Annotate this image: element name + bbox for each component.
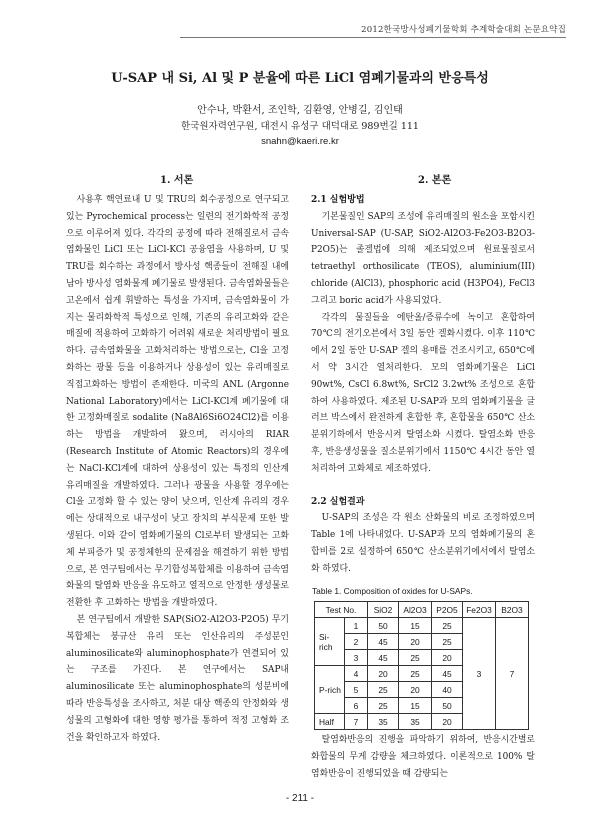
table-cell: 1: [345, 618, 368, 634]
spacer: [311, 478, 535, 494]
intro-paragraph-2: 본 연구팀에서 개발한 SAP(SiO2-Al2O3-P2O5) 무기복합체는 붕규산 유리 또는 인산유리의 주성분인 aluminosilicate와 aluminophosphate가 연결되어 있는 구조를 가진다. 본 연구에서는 SAP내 aluminosilicate 또는 aluminophosphate의 성분비에 따라 반응특성을 조사하고, 처분 대상 핵종의 안정화와 생성물의 고형화에 대한 영향 평가를 통하여 적정 고형화 조건을 확인하고자 하였다.: [66, 614, 289, 743]
right-column: [311, 192, 535, 578]
section-heading-main: 2. 본론: [418, 175, 452, 186]
table-cell: 25: [432, 618, 463, 634]
table-cell: 25: [399, 650, 432, 666]
table-caption: Table 1. Composition of oxides for U-SAPs.: [312, 586, 473, 596]
method-paragraph-1: 기본물질인 SAP의 조성에 유리매질의 원소을 포함시킨 Universal-SAP (U-SAP, SiO2-Al2O3-Fe2O3-B2O3-P2O5)는 졸겔법에 의해 제조되었으며 원료물질로서 tetraethyl orthosilicate (TEOS), aluminium(III) chloride (AlCl3), phosphoric acid (H3PO4), FeCl3 그리고 boric acid가 사용되었다.: [311, 211, 535, 306]
table-cell: 20: [432, 650, 463, 666]
table-cell: 40: [432, 682, 463, 698]
table-cell: 50: [432, 698, 463, 714]
group-label: P-rich: [315, 666, 345, 714]
table-cell: 4: [345, 666, 368, 682]
table-cell: 20: [399, 682, 432, 698]
subsection-heading-method: 2.1 실험방법: [311, 195, 365, 205]
table-cell: 25: [368, 698, 399, 714]
group-label: Half: [315, 714, 345, 730]
table-header-cell: P2O5: [432, 602, 463, 618]
table-cell: 3: [345, 650, 368, 666]
table-cell: 45: [432, 666, 463, 682]
affiliation: 한국원자력연구원, 대전시 유성구 대덕대로 989번길 111: [181, 121, 419, 132]
results-paragraph: U-SAP의 조성은 각 원소 산화물의 비로 조정하였으며 Table 1에 나타내었다. U-SAP과 모의 염화폐기물의 혼합비를 2로 설정하여 650℃ 산소분위기에서에서 탈염소화 하였다.: [311, 513, 535, 574]
subsection-heading-results: 2.2 실험결과: [311, 496, 365, 507]
group-label: Si-rich: [315, 618, 345, 666]
contact-email: snahn@kaeri.re.kr: [261, 136, 339, 147]
composition-table: [314, 601, 529, 730]
table-header-cell: B2O3: [496, 602, 529, 618]
table-cell: 20: [368, 666, 399, 682]
table-cell: 20: [432, 714, 463, 730]
method-paragraph-2: 각각의 물질들을 에탄올/증류수에 녹이고 혼합하여 70℃의 전기오븐에서 3일 동안 겔화시켰다. 이후 110℃에서 2일 동안 U-SAP 겔의 용매를 건조시키고, 650℃에서 약 3시간 열처리한다. 모의 염화폐기물은 LiCl 90wt%, CsCl 6.8wt%, SrCl2 3.2wt% 조성으로 혼합하여 사용하였다. 제조된 U-SAP과 모의 염화폐기물을 글러브 박스에서 완전하게 혼합한 후, 혼합물을 650℃ 산소분위기하에서 반응시켜 탈염소화 시켰다. 탈염소화 반응후, 반응생성물을 질소분위기에서 1150℃ 4시간 동안 열처리하여 고화체로 제조하였다.: [311, 312, 535, 474]
page-number: - 211 -: [285, 793, 315, 804]
table-cell: 15: [399, 698, 432, 714]
table-cell: 50: [368, 618, 399, 634]
after-table-paragraph: 탈염화반응의 진행을 파악하기 위하여, 반응시간별로 화합물의 무게 감량을 체크하였다. 이론적으로 100% 탈염화반응이 진행되었을 때 감량되는: [311, 735, 535, 779]
b2o3-common-cell: 7: [496, 618, 529, 730]
table-cell: 7: [345, 714, 368, 730]
running-header: 2012한국방사성폐기물학회 추계학술대회 논문요약집: [361, 25, 566, 35]
table-cell: 35: [399, 714, 432, 730]
table-cell: 6: [345, 698, 368, 714]
table-header-cell: SiO2: [368, 602, 399, 618]
right-column-bottom: [311, 732, 535, 782]
left-column: [66, 192, 289, 746]
table-cell: 2: [345, 634, 368, 650]
table-header-cell: Test No.: [315, 602, 368, 618]
table-header-cell: Fe2O3: [463, 602, 496, 618]
paper-title: U-SAP 내 Si, Al 및 P 분율에 따른 LiCl 염폐기물과의 반응특성: [111, 71, 489, 86]
table-cell: 25: [368, 682, 399, 698]
table-cell: 45: [368, 634, 399, 650]
table-cell: 5: [345, 682, 368, 698]
header-rule: [180, 37, 566, 38]
table-header-cell: Al2O3: [399, 602, 432, 618]
fe2o3-common-cell: 3: [463, 618, 496, 730]
table-cell: 25: [432, 634, 463, 650]
table-cell: 15: [399, 618, 432, 634]
table-row: [315, 618, 529, 634]
author-list: 안수나, 박환서, 조인학, 김환영, 안병길, 김인태: [197, 105, 403, 116]
table-header-row: [315, 602, 529, 618]
table-cell: 20: [399, 634, 432, 650]
table-cell: 35: [368, 714, 399, 730]
table-cell: 45: [368, 650, 399, 666]
section-heading-intro: 1. 서론: [160, 175, 194, 186]
table-cell: 25: [399, 666, 432, 682]
intro-paragraph-1: 사용후 핵연료내 U 및 TRU의 회수공정으로 연구되고 있는 Pyrochemical process는 일련의 전기화학적 공정으로 이루어져 있다. 각각의 공정에 따라 전해질로서 금속염화물인 LiCl 또는 LiCl-KCl 공융염을 사용하며, U 및 TRU를 회수하는 과정에서 방사성 핵종들이 전해질 내에 남아 방사성 염화물계 폐기물로 발생된다. 금속염화물들은 고온에서 쉽게 휘발하는 특성을 가지며, 금속염화물이 가지는 물리화학적 특성으로 인해, 기존의 유리고화와 같은 매질에 적용하여 고화하기 어려워 새로운 처리방법이 필요하다. 금속염화물을 고화처리하는 방법으로는, Cl을 고정화하는 광물 등을 이용하거나 상용성이 있는 유리매질로 직접고화하는 방법이 존재한다. 미국의 ANL (Argonne National Laboratory)에서는 LiCl-KCl계 폐기물에 대한 고정화매질로 sodalite (Na8Al6Si6O24Cl2)를 이용하는 방법을 개발하여 왔으며, 러시아의 RIAR (Research Institute of Atomic Reactors)의 경우에는 NaCl-KCl계에 대하여 상용성이 있는 특정의 인산계 유리매질을 개발하였다. 그러나 광물을 사용할 경우에는 Cl을 고정화 할 수 있는 양이 낮으며, 인산계 유리의 경우에는 상대적으로 내구성이 낮고 장치의 부식문제 또한 발생된다. 이와 같이 염화폐기물의 Cl로부터 발생되는 고화체 부피증가 및 공정체한의 문제점을 해결하기 위한 방법으로, 본 연구팀에서는 무기합성복합체를 이용하여 금속염화물의 탈염화 반응을 유도하고 열적으로 안정한 생성물로 전환한 후 고화하는 방법을 개발하였다.: [66, 195, 289, 609]
